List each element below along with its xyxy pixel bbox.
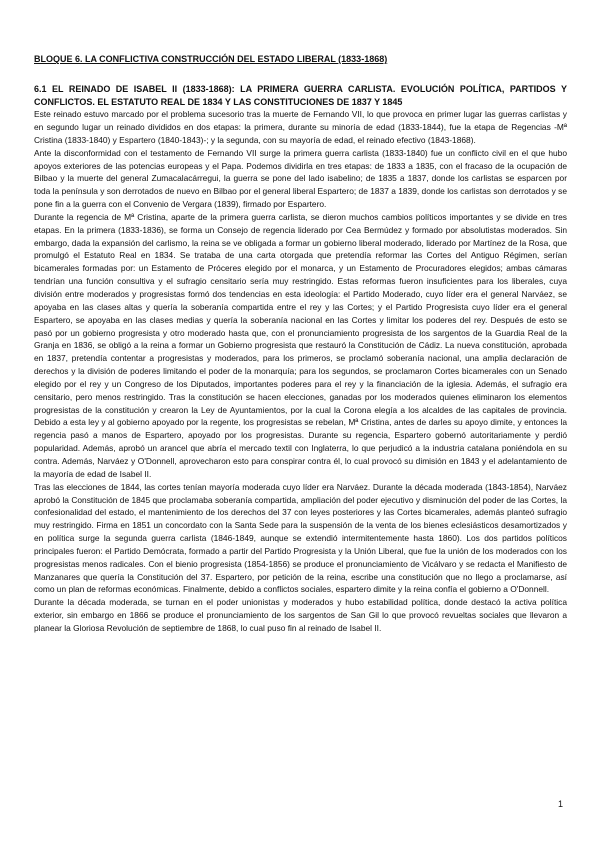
document-body: [34, 83, 567, 635]
paragraph-first-carlist-war: Ante la disconformidad con el testamento de Fernando VII surge la primera guerra carlista (1833-1840) fue un conflicto civil en el que hubo apoyos exteriores de las potencias europeas y el Papa. Podemos dividirla en tres etapas: de 1833 a 1835, con el fracaso de la ocupación de Bilbao y la muerte del general Zumacalacárregui, la guerra se pone del lado isabelino; de 1835 a 1837, donde los carlistas se esparcen por toda la península y son derrotados de nuevo en Bilbao por el general liberal Espartero; de 1837 a 1839, donde los carlistas son derrotados y se pone fin a la guerra con el Convenio de Vergara (1839), firmado por Espartero.: [34, 147, 567, 210]
section-heading: 6.1 EL REINADO DE ISABEL II (1833-1868): LA PRIMERA GUERRA CARLISTA. EVOLUCIÓN POLÍTICA, PARTIDOS Y CONFLICTOS. EL ESTATUTO REAL DE 1834 Y LAS CONSTITUCIONES DE 1837 Y 1845: [34, 84, 567, 107]
paragraph-moderate-decade: Tras las elecciones de 1844, las cortes tenían mayoría moderada cuyo líder era Narváez. Durante la década moderada (1843-1854), Narváez aprobó la Constitución de 1845 que proclamaba soberanía compartida, ampliación del poder ejecutivo y disminución del poder de las Cortes, la confesionalidad del estado, el mantenimiento de los derechos del 37 con leyes posteriores y las Cortes bicamerales, además planteó sufragio muy restringido. Firma en 1851 un concordato con la Santa Sede para la suspensión de la venta de los bienes eclesiásticos desamortizados y en política surge la segunda guerra carlista (1846-1849, aunque se extendió intermitentemente hasta 1860). Los dos partidos políticos principales fueron: el Partido Demócrata, formado a partir del Partido Progresista y la Unión Liberal, que fue la unión de los moderados con los progresistas menos radicales. Con el bienio progresista (1854-1856) se produce el pronunciamiento de Vicálvaro y se redacta el Manifiesto de Manzanares que quería la Constitución del 37. Espartero, por petición de la reina, escribe una constitución que no llego a proclamarse, así como un plan de reformas económicas. Finalmente, debido a conflictos sociales, espartero dimite y la reina confía el gobierno a O'Donnell.: [34, 481, 567, 595]
block-title: BLOQUE 6. LA CONFLICTIVA CONSTRUCCIÓN DEL ESTADO LIBERAL (1833-1868): [34, 54, 388, 64]
page-number: 1: [557, 799, 563, 809]
paragraph-end-of-reign: Durante la década moderada, se turnan en el poder unionistas y moderados y hubo estabilidad política, donde destacó la activa política exterior, sin embargo en 1866 se produce el pronunciamiento de los sargentos de San Gil lo que provocó revueltas sociales que llevaron a planear la Gloriosa Revolución de septiembre de 1868, lo cual puso fin al reinado de Isabel II.: [34, 597, 567, 633]
paragraph-intro: Este reinado estuvo marcado por el problema sucesorio tras la muerte de Fernando VII, lo que provoca en primer lugar las guerras carlistas y en segundo lugar un reinado divididos en dos etapas: la primera, durante su minoría de edad (1833-1844), fue la etapa de Regencias -Mª Cristina (1833-1840) y Espartero (1840-1843)-; y la segunda, con su mayoría de edad, el reinado efectivo (1843-1868).: [34, 109, 567, 145]
paragraph-regency-maria-cristina: Durante la regencia de Mª Cristina, aparte de la primera guerra carlista, se dieron muchos cambios políticos importantes y se divide en tres etapas. En la primera (1833-1836), se forma un Consejo de regencia liderado por Cea Bermúdez y formado por absolutistas moderados. Sin embargo, dada la expansión del carlismo, la reina se ve obligada a formar un gobierno liberal moderado, liderado por Martínez de la Rosa, que promulgó el Estatuto Real en 1834. Se trataba de una carta otorgada que pretendía reformar las Cortes del Antiguo Régimen, serían bicamerales formadas por: un Estamento de Próceres elegido por el monarca, y un Estamento de Procuradores elegidos; ambas cámaras tendrían una función consultiva y el sufragio censitario sería muy restringido. Estas reformas fueron insuficientes para los liberales, cuya división entre moderados y progresistas formó dos tendencias en esta ideología: el Partido Moderado, cuyo líder era el general Narváez, se apoyaba en las clases altas y quería la soberanía compartida entre el rey y las Cortes; y el Partido Progresista cuyo líder era el general Espartero, se apoyaba en las clases medias y quería la soberanía nacional en las Cortes y limitar los poderes del rey. Después de esto se pasó por un gobierno progresista y otro moderado hasta que, con el pronunciamiento progresista de los sargentos de la Guardia Real de la Granja en 1836, se obligó a la reina a formar un Gobierno progresista que restauró la Constitución de Cádiz. La nueva constitución, aprobada en 1837, pretendía contentar a progresistas y moderados, para los primeros, se proclamó soberanía nacional, una amplia declaración de derechos y la división de poderes limitando el poder de la monarquía; para los segundos, se proclamaron Cortes bicamerales con un Senado elegido por el rey y un Congreso de los Diputados, importantes poderes para el rey y la financiación de la iglesia. Además, el sufragio era censitario, pero menos restringido. Tras la constitución se hacen elecciones, ganadas por los moderados quienes eliminaron los elementos progresistas de la constitución y crearon la Ley de Ayuntamientos, por la cual la Corona elegía a los alcaldes de las capitales de provincia. Debido a esta ley y al gobierno apoyado por la regente, los progresistas se rebelan, Mª Cristina, antes de darles su apoyo dimite, y entonces la regencia pasó a manos de Espartero, apoyado por los progresistas. Durante su regencia, Espartero gobernó autoritariamente y perdió popularidad. Además, aprobó un arancel que abría el mercado textil con Inglaterra, lo que perjudicó a la industria catalana poniéndola en su contra. Además, Narváez y O'Donnell, aprovecharon esto para conspirar contra él, lo cual provocó su dimisión en 1843 y el adelantamiento de la mayoría de edad de Isabel II.: [34, 211, 567, 479]
